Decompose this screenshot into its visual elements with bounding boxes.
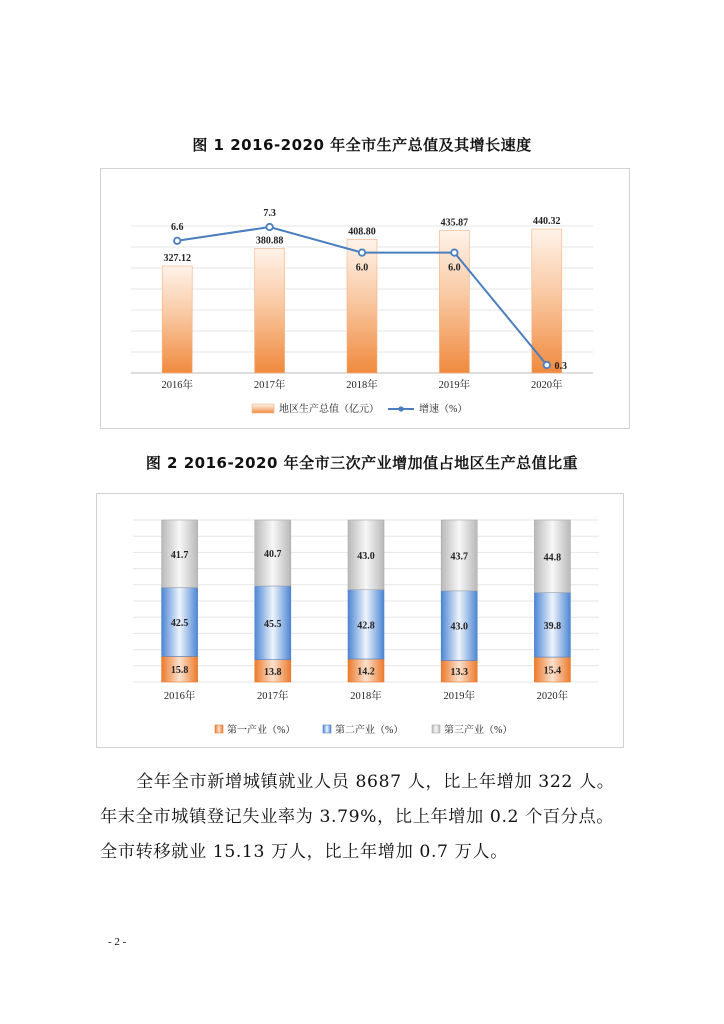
- x-tick-label: 2016年: [161, 380, 193, 391]
- growth-label: 6.0: [355, 262, 369, 274]
- gdp-chart-svg: [101, 169, 629, 428]
- segment-label: 43.0: [357, 550, 375, 562]
- growth-label: 7.3: [263, 208, 276, 219]
- x-tick-label: 2020年: [536, 691, 569, 702]
- segment-label: 14.2: [357, 666, 375, 678]
- paragraph-line-2: 年末全市城镇登记失业率为 3.79%，比上年增加 0.2 个百分点。: [100, 807, 615, 827]
- x-tick-label: 2020年: [531, 380, 563, 391]
- legend-label: 第一产业（%）: [227, 725, 296, 736]
- legend-label: 第二产业（%）: [335, 725, 404, 736]
- growth-point: [266, 224, 272, 230]
- gdp-bar-label: 327.12: [163, 253, 191, 265]
- x-tick-label: 2017年: [253, 380, 286, 391]
- segment-label: 40.7: [264, 548, 282, 560]
- segment-label: 15.4: [543, 665, 562, 677]
- segment-label: 44.8: [543, 552, 562, 564]
- x-tick-label: 2018年: [350, 691, 382, 702]
- gdp-bar-label: 380.88: [255, 235, 284, 247]
- segment-label: 43.0: [450, 621, 468, 633]
- segment-label: 45.5: [264, 618, 282, 630]
- segment-label: 41.7: [170, 549, 189, 561]
- legend-label: 第三产业（%）: [444, 725, 513, 736]
- gdp-bar: [347, 239, 377, 373]
- growth-point: [174, 238, 180, 244]
- paragraph-line-1: 全年全市新增城镇就业人员 8687 人，比上年增加 322 人。: [136, 772, 615, 792]
- gdp-bar-label: 408.80: [348, 226, 376, 238]
- figure2-chart: [96, 493, 624, 748]
- x-tick-label: 2016年: [163, 691, 196, 702]
- paragraph-line-3: 全市转移就业 15.13 万人，比上年增加 0.7 万人。: [100, 842, 508, 862]
- legend-swatch: [432, 725, 440, 733]
- segment-label: 13.3: [450, 667, 468, 679]
- growth-point: [451, 249, 457, 255]
- segment-label: 15.8: [170, 665, 189, 677]
- segment-label: 42.5: [170, 617, 189, 629]
- gdp-bar: [255, 248, 285, 373]
- legend-bar-label: 地区生产总值（亿元）: [279, 404, 379, 415]
- growth-point: [359, 249, 365, 255]
- growth-label: 6.0: [448, 262, 461, 274]
- x-tick-label: 2018年: [346, 380, 378, 391]
- growth-point: [544, 362, 550, 368]
- gdp-bar-label: 435.87: [440, 217, 469, 229]
- x-tick-label: 2019年: [438, 380, 471, 391]
- segment-label: 13.8: [264, 666, 282, 678]
- figure2-title: 图 2 2016-2020 年全市三次产业增加值占地区生产总值比重: [145, 454, 579, 472]
- x-tick-label: 2019年: [443, 691, 475, 702]
- growth-label: 0.3: [554, 361, 568, 372]
- page-number: - 2 -: [108, 936, 127, 948]
- figure1-title: 图 1 2016-2020 年全市生产总值及其增长速度: [192, 136, 532, 154]
- segment-label: 39.8: [543, 620, 562, 632]
- legend-swatch: [323, 725, 331, 733]
- growth-label: 6.6: [170, 221, 184, 233]
- gdp-bar-label: 440.32: [533, 216, 561, 227]
- structure-chart-svg: [97, 494, 623, 747]
- segment-label: 42.8: [357, 620, 375, 632]
- legend-line-marker: [398, 406, 403, 411]
- legend-bar-swatch: [252, 404, 274, 413]
- gdp-bar: [162, 266, 192, 373]
- legend-line-label: 增速（%）: [419, 404, 468, 415]
- figure1-chart: [100, 168, 630, 429]
- legend-swatch: [215, 725, 223, 733]
- segment-label: 43.7: [450, 551, 468, 563]
- x-tick-label: 2017年: [257, 691, 289, 702]
